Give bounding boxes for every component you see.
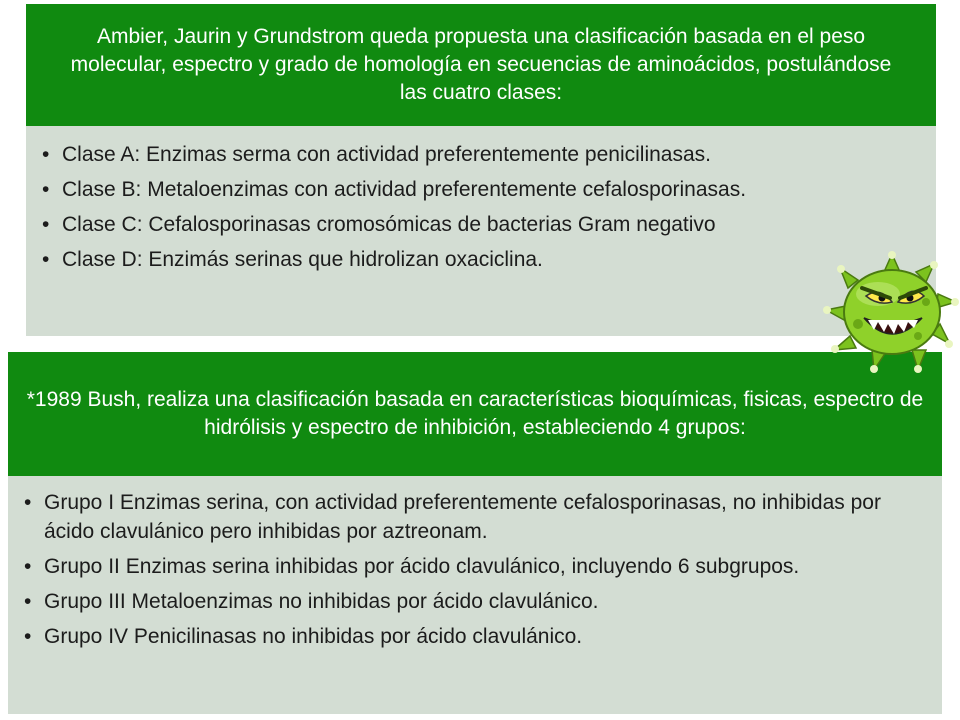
bullet: • [24, 590, 32, 613]
list-item-text: Grupo II Enzimas serina inhibidas por ácido clavulánico, incluyendo 6 subgrupos. [44, 555, 800, 578]
classification-panel-ambler [26, 4, 936, 336]
list-item [40, 210, 924, 239]
bullet: • [42, 178, 50, 201]
panel-header [8, 352, 942, 476]
list-item [40, 140, 924, 169]
bullet: • [24, 491, 32, 514]
class-list [40, 140, 924, 274]
list-item [22, 552, 932, 581]
list-item [22, 488, 932, 546]
panel-body [26, 126, 936, 336]
green-germ-monster-icon [822, 246, 960, 376]
bullet: • [42, 213, 50, 236]
panel-body [8, 476, 942, 714]
list-item-text: Clase B: Metaloenzimas con actividad preferentemente cefalosporinasas. [62, 178, 747, 201]
panel-header-text: Ambier, Jaurin y Grundstrom queda propuesta una clasificación basada en el peso molecular, espectro y grado de homología en secuencias de aminoácidos, postulándose las cuatro clases: [70, 25, 892, 104]
list-item-text: Grupo I Enzimas serina, con actividad preferentemente cefalosporinasas, no inhibidas por ácido clavulánico pero inhibidas por aztreonam. [44, 491, 881, 543]
panel-header [26, 4, 936, 126]
list-item-text: Grupo IV Penicilinasas no inhibidas por ácido clavulánico. [44, 625, 583, 648]
list-item [22, 622, 932, 651]
bullet: • [42, 143, 50, 166]
bullet: • [24, 555, 32, 578]
panel-header-text: *1989 Bush, realiza una clasificación basada en características bioquímicas, fisicas, espectro de hidrólisis y espectro de inhibición, estableciendo 4 grupos: [26, 388, 924, 439]
bullet: • [42, 248, 50, 271]
list-item-text: Clase D: Enzimás serinas que hidrolizan oxaciclina. [62, 248, 543, 271]
group-list [22, 488, 932, 651]
list-item-text: Grupo III Metaloenzimas no inhibidas por ácido clavulánico. [44, 590, 599, 613]
list-item [40, 175, 924, 204]
classification-panel-bush [8, 352, 942, 714]
list-item-text: Clase C: Cefalosporinasas cromosómicas de bacterias Gram negativo [62, 213, 716, 236]
list-item [22, 587, 932, 616]
list-item [40, 245, 924, 274]
bullet: • [24, 625, 32, 648]
list-item-text: Clase A: Enzimas serma con actividad preferentemente penicilinasas. [62, 143, 711, 166]
